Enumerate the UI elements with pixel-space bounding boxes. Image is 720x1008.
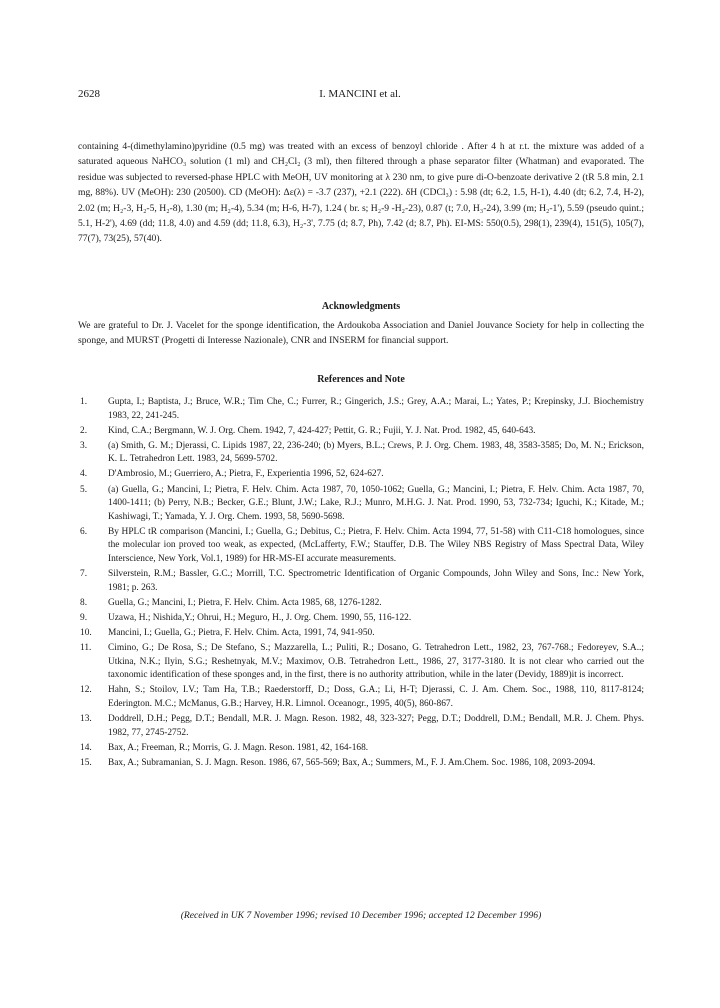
reference-text: (a) Smith, G. M.; Djerassi, C. Lipids 1987, 22, 236-240; (b) Myers, B.L.; Crews, P. J. Org. Chem. 1983, 48, 3583-3585; Do, M. N.; Erickson, K. L. Tetrahedron Lett. 1983, 24, 5699-5702. (108, 440, 644, 465)
reference-number: 15. (80, 757, 92, 768)
reference-text: D'Ambrosio, M.; Guerriero, A.; Pietra, F., Experientia 1996, 52, 624-627. (108, 469, 384, 480)
reference-item (78, 742, 644, 756)
reference-number: 13. (80, 714, 92, 725)
reference-text: Bax, A.; Freeman, R.; Morris, G. J. Magn. Reson. 1981, 42, 164-168. (108, 742, 369, 753)
reference-item (78, 468, 644, 482)
reference-number: 5. (80, 484, 88, 495)
reference-item (78, 713, 644, 740)
reference-text: Uzawa, H.; Nishida,Y.; Ohrui, H.; Meguro, H., J. Org. Chem. 1990, 55, 116-122. (108, 612, 412, 623)
running-head: I. MANCINI et al. (319, 88, 401, 100)
received-dates: (Received in UK 7 November 1996; revised 10 December 1996; accepted 12 December 1996) (180, 910, 542, 921)
reference-text: Doddrell, D.H.; Pegg, D.T.; Bendall, M.R. J. Magn. Reson. 1982, 48, 323-327; Pegg, D.T.; Doddrell, D.M.; Bendall, M.R. J. Chem. Phys. 1982, 77, 2745-2752. (108, 714, 644, 738)
reference-number: 10. (80, 628, 92, 638)
reference-text: Hahn, S.; Stoilov, I.V.; Tam Ha, T.B.; Raederstorff, D.; Doss, G.A.; Li, H-T; Djerassi, C. J. Am. Chem. Soc., 1988, 110, 8117-8124; Ederington. M.C.; McManus, G.B.; Harvey, H.R. Limnol. Oceanogr., 1995, 40(5), 860-867. (108, 685, 644, 709)
reference-list (78, 396, 644, 772)
reference-number: 12. (80, 685, 92, 696)
reference-text: Kind, C.A.; Bergmann, W. J. Org. Chem. 1942, 7, 424-427; Pettit, G. R.; Fujii, Y. J. Nat. Prod. 1982, 45, 640-643. (108, 425, 536, 436)
reference-text: Mancini, I.; Guella, G.; Pietra, F. Helv. Chim. Acta, 1991, 74, 941-950. (108, 628, 375, 638)
references-title: References and Note (317, 374, 405, 385)
reference-text: Cimino, G.; De Rosa, S.; De Stefano, S.; Mazzarella, L.; Puliti, R.; Dosano, G. Tetrahedron Lett., 1982, 23, 767-768.; Fedoreyev, S.A..; Utkina, N.K.; Ilyin, S.G.; Reshetnyak, M.V.; Maximov, O.B. Tetrahedron Lett., 1986, 27, 3177-3180. It is not clear who carried out the taxonomic identification of these sponges and, in the first, there is no authority attribution, while in the later (Devidy, 1889)it is incorrect. (108, 643, 644, 681)
reference-text: Bax, A.; Subramanian, S. J. Magn. Reson. 1986, 67, 565-569; Bax, A.; Summers, M., F. J. Am.Chem. Soc. 1986, 108, 2093-2094. (108, 757, 596, 768)
reference-text: Gupta, I.; Baptista, J.; Bruce, W.R.; Tim Che, C.; Furrer, R.; Gingerich, J.S.; Grey, A.A.; Marai, L.; Yates, P.; Krepinsky, J.J. Biochemistry 1983, 22, 241-245. (108, 397, 644, 421)
reference-number: 1. (80, 397, 88, 407)
reference-number: 14. (80, 742, 92, 753)
reference-item (78, 526, 644, 567)
reference-item (78, 484, 644, 525)
reference-number: 9. (80, 612, 88, 623)
reference-text: (a) Guella, G.; Mancini, I.; Pietra, F. Helv. Chim. Acta 1987, 70, 1050-1062; Guella, G.; Mancini, I.; Pietra, F. Helv. Chim. Acta 1987, 70, 1400-1411; (b) Perry, N.B.; Becker, G.E.; Blunt, J.W.; Lake, R.J.; Munro, M.H.G. J. Nat. Prod. 1990, 53, 732-734; Iguchi, K.; Kitade, M.; Kashiwagi, T.; Yamada, Y. J. Org. Chem. 1993, 58, 5690-5698. (108, 484, 644, 522)
reference-number: 2. (80, 425, 88, 436)
reference-number: 3. (80, 440, 88, 451)
reference-number: 11. (80, 643, 92, 654)
reference-item (78, 642, 644, 683)
reference-item (78, 425, 644, 439)
page-number: 2628 (78, 88, 100, 100)
reference-item (78, 684, 644, 711)
reference-number: 4. (80, 469, 88, 480)
reference-item (78, 396, 644, 423)
reference-text: By HPLC tR comparison (Mancini, I.; Guella, G.; Debitus, C.; Pietra, F. Helv. Chim. Acta 1994, 77, 51-58) with C11-C18 homologues, since the molecular ion proved too weak, as expected, (McLafferty, F.W.; Stauffer, D.B. The Wiley NBS Registry of Mass Spectral Data, Wiley Interscience, New York, Vol.1, 1989) for HR-MS-EI accurate measurements. (108, 526, 644, 565)
reference-item (78, 757, 644, 771)
reference-item (78, 568, 644, 595)
reference-number: 8. (80, 597, 88, 608)
reference-text: Guella, G.; Mancini, I.; Pietra, F. Helv. Chim. Acta 1985, 68, 1276-1282. (108, 597, 382, 608)
reference-item (78, 440, 644, 467)
reference-number: 6. (80, 526, 88, 537)
reference-item (78, 597, 644, 611)
page-header (78, 88, 642, 104)
reference-item (78, 627, 644, 641)
experimental-paragraph: containing 4-(dimethylamino)pyridine (0.5 mg) was treated with an excess of benzoyl chloride . After 4 h at r.t. the mixture was added of a saturated aqueous NaHCO₃ solution (1 ml) and CH₂Cl₂ (3 ml), then filtered through a phase separator filter (Whatman) and evaporated. The residue was subjected to reversed-phase HPLC with MeOH, UV monitoring at λ 230 nm, to give pure di-O-benzoate derivative 2 (tR 5.8 min, 2.1 mg, 88%). UV (MeOH): 230 (20500). CD (MeOH): Δε(λ) = -3.7 (237), +2.1 (222). δH (CDCl₃) : 5.98 (dt; 6.2, 1.5, H-1), 4.40 (dt; 6.2, 7.4, H-2), 2.02 (m; H₂-3, H₂-5, H₂-8), 1.30 (m; H₂-4), 5.34 (m; H-6, H-7), 1.24 ( br. s; H₂-9 -H₂-23), 0.87 (t; 7.0, H₃-24), 3.99 (m; H₂-1'), 5.59 (pseudo quint.; 5.1, H-2'), 4.69 (dd; 11.8, 4.0) and 4.59 (dd; 11.8, 6.3), H₂-3', 7.75 (d; 8.7, Ph), 7.42 (d; 8.7, Ph). EI-MS: 550(0.5), 298(1), 239(4), 151(5), 105(7), 77(7), 73(25), 57(40). (78, 141, 644, 245)
acknowledgments-title: Acknowledgments (321, 301, 401, 312)
acknowledgments-text: We are grateful to Dr. J. Vacelet for the sponge identification, the Ardoukoba Association and Daniel Jouvance Society for help in collecting the sponge, and MURST (Progetti di Interesse Nazionale), CNR and INSERM for financial support. (78, 320, 644, 347)
reference-number: 7. (80, 569, 88, 580)
reference-item (78, 612, 644, 626)
reference-text: Silverstein, R.M.; Bassler, G.C.; Morrill, T.C. Spectrometric Identification of Organic Compounds, John Wiley and Sons, Inc.: New York, 1981; p. 263. (108, 569, 644, 593)
